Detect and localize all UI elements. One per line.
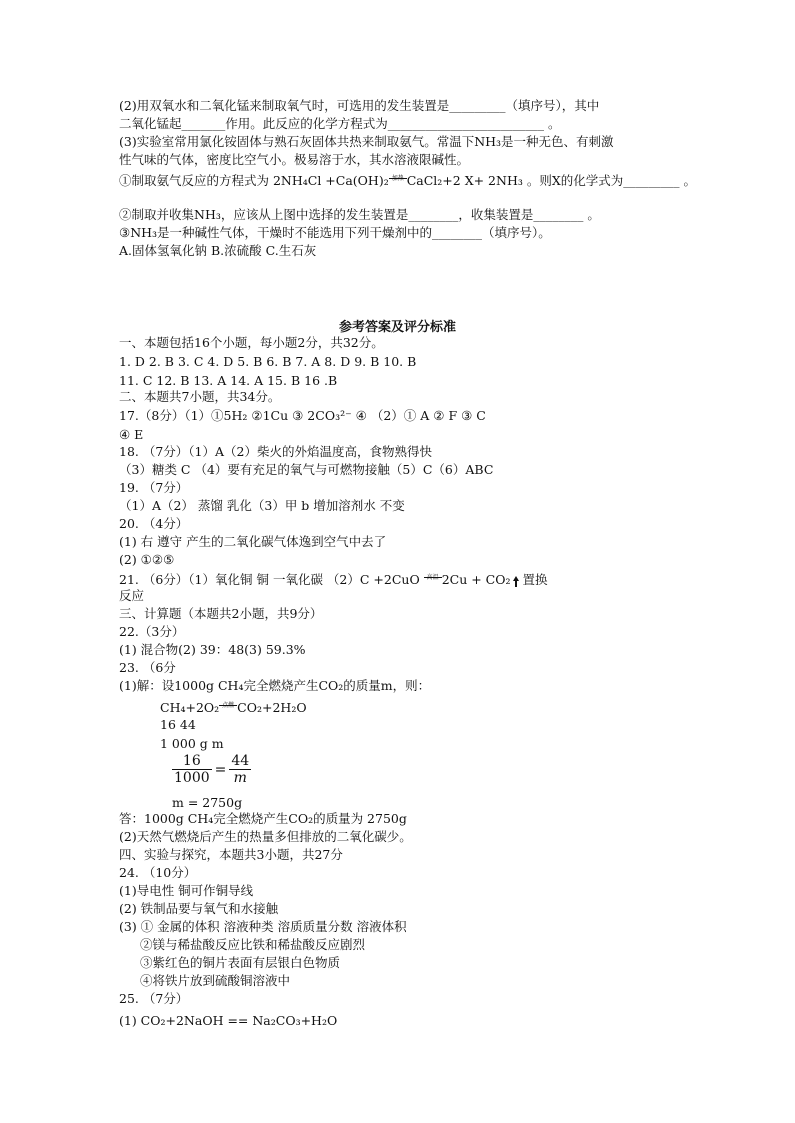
answer-text: 21. （6分）（1）氧化铜 铜 一氧化碳 （2）C +2CuO: [119, 572, 424, 587]
gas-arrow-icon: [513, 576, 519, 581]
answer-line: (2)天然气燃烧后产生的热量多但排放的二氧化碳少。: [119, 829, 412, 844]
answer-line: 16 44: [160, 717, 196, 732]
answer-line: （1）A（2） 蒸馏 乳化（3）甲 b 增加溶剂水 不变: [119, 498, 405, 513]
section-heading: 二、本题共7小题，共34分。: [119, 389, 281, 404]
equation-right: CaCl₂+2 X+ 2NH₃ 。则X的化学式为_________ 。: [406, 173, 696, 188]
answer-line: (1) CO₂+2NaOH == Na₂CO₃+H₂O: [119, 1013, 338, 1028]
answer-line: ④ E: [119, 427, 144, 442]
answer-line: (1)导电性 铜可作铜导线: [119, 883, 254, 898]
answer-line: 24. （10分）: [119, 865, 197, 880]
question-line: ②制取并收集NH₃，应该从上图中选择的发生装置是________，收集装置是________ 。: [119, 207, 600, 222]
answer-line: 25. （7分）: [119, 991, 189, 1006]
answer-line: (1) 右 遵守 产生的二氧化碳气体逸到空气中去了: [119, 534, 387, 549]
answer-line: 反应: [119, 588, 145, 603]
section-heading: 三、计算题（本题共2小题，共9分）: [119, 606, 323, 621]
equation-line: [119, 171, 696, 189]
answer-line: 17.（8分）（1）①5H₂ ②1Cu ③ 2CO₃²⁻ ④ （2）① A ② F ③ C: [119, 408, 486, 423]
answer-line: (3) ① 金属的体积 溶液种类 溶质质量分数 溶液体积: [119, 919, 407, 934]
answer-line: 1. D 2. B 3. C 4. D 5. B 6. B 7. A 8. D 9. B 10. B: [119, 354, 417, 369]
answer-line: m = 2750g: [172, 795, 243, 810]
answer-line: (2) ①②⑤: [119, 552, 175, 567]
answer-line: （3）糖类 C （4）要有充足的氧气与可燃物接触（5）C（6）ABC: [119, 462, 494, 477]
equation-line: [160, 698, 307, 716]
answer-line: 20. （4分）: [119, 516, 189, 531]
fraction-denominator: 1000: [174, 770, 210, 786]
heat-condition: 加热: [389, 171, 407, 187]
section-heading: 一、本题包括16个小题，每小题2分，共32分。: [119, 335, 384, 350]
answer-line: 18. （7分）（1）A（2）柴火的外焰温度高，食物熟得快: [119, 444, 432, 459]
answer-line: ②镁与稀盐酸反应比铁和稀盐酸反应剧烈: [140, 937, 366, 952]
answer-line: 答：1000g CH₄完全燃烧产生CO₂的质量为 2750g: [119, 811, 407, 826]
equation-left: ①制取氨气反应的方程式为 2NH₄Cl +Ca(OH)₂: [119, 173, 389, 188]
answer-line: (1)解：设1000g CH₄完全燃烧产生CO₂的质量m，则：: [119, 678, 431, 693]
question-line: ③NH₃是一种碱性气体，干燥时不能选用下列干燥剂中的________（填序号）。: [119, 225, 551, 240]
high-temp-condition: 高温: [424, 570, 442, 586]
answer-line: 19. （7分）: [119, 480, 189, 495]
fraction-numerator: 44: [231, 753, 250, 769]
answer-line: (1) 混合物(2) 39：48(3) 59.3%: [119, 642, 306, 657]
question-line: 二氧化锰起_______作用。此反应的化学方程式为_________________________ 。: [119, 116, 561, 131]
answer-line: (2) 铁制品要与氧气和水接触: [119, 901, 279, 916]
options-line: A.固体氢氧化钠 B.浓硫酸 C.生石灰: [119, 243, 317, 258]
equation-left: CH₄+2O₂: [160, 700, 220, 715]
answer-line: 11. C 12. B 13. A 14. A 15. B 16 .B: [119, 373, 338, 388]
ignite-condition: 点燃: [219, 698, 237, 714]
section-heading: 四、实验与探究，本题共3小题，共27分: [119, 847, 343, 862]
fraction-denominator: m: [233, 770, 247, 786]
question-line: (2)用双氧水和二氧化锰来制取氧气时，可选用的发生装置是_________（填序号），其中: [119, 98, 600, 113]
question-line: (3)实验室常用氯化铵固体与熟石灰固体共热来制取氨气。常温下NH₃是一种无色、有刺激: [119, 134, 614, 149]
fraction-left: [172, 753, 212, 786]
answer-line: 1 000 g m: [160, 736, 224, 751]
answer-line: 23. （6分: [119, 660, 176, 675]
answer-text: 置换: [518, 572, 548, 587]
answer-line: [119, 570, 547, 588]
answer-line: ③紫红色的铜片表面有层银白色物质: [140, 955, 341, 970]
proportion-fraction: [172, 753, 251, 786]
fraction-right: [229, 753, 251, 786]
equals-sign: =: [214, 762, 227, 778]
answers-title: 参考答案及评分标准: [338, 320, 456, 335]
answer-text: 2Cu + CO₂: [441, 572, 511, 587]
equation-right: CO₂+2H₂O: [237, 700, 307, 715]
answer-line: ④将铁片放到硫酸铜溶液中: [140, 973, 291, 988]
answer-line: 22.（3分）: [119, 624, 185, 639]
fraction-numerator: 16: [172, 753, 212, 770]
question-line: 性气味的气体，密度比空气小。极易溶于水，其水溶液限碱性。: [119, 152, 470, 167]
